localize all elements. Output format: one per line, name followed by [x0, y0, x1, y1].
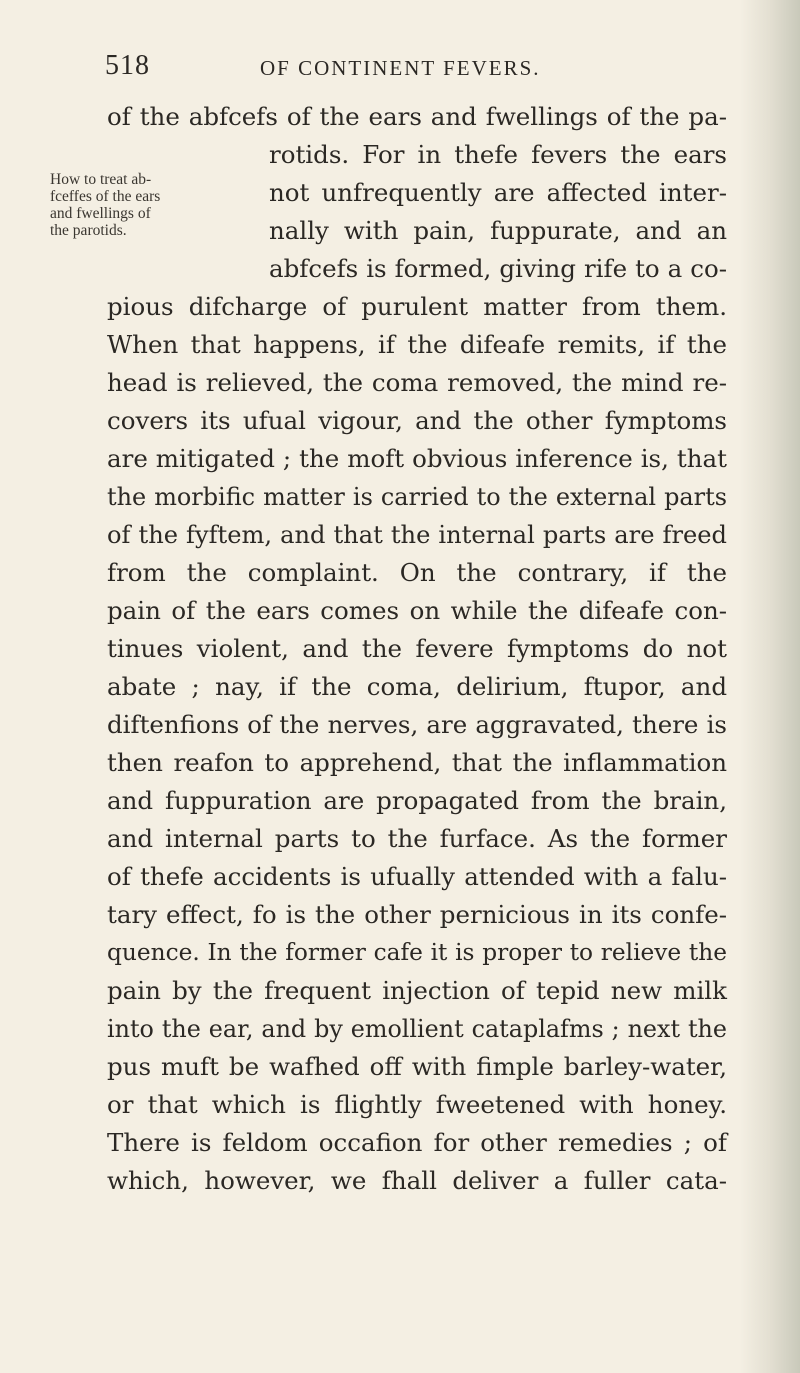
text-line: head is relieved, the coma removed, the mind re-: [107, 368, 727, 397]
text-line: of the abfcefs of the ears and fwellings of the pa-: [107, 102, 727, 131]
text-line: and internal parts to the furface. As the former: [107, 824, 727, 853]
body-text: [107, 98, 727, 1200]
text-line: not unfrequently are affected inter-: [269, 178, 727, 207]
page-number: 518: [105, 50, 150, 81]
text-line: the morbific matter is carried to the external parts: [107, 483, 727, 511]
text-line: rotids. For in thefe fevers the ears: [269, 140, 727, 169]
text-line: pain of the ears comes on while the difeafe con-: [107, 596, 727, 625]
text-line: or that which is flightly fweetened with honey.: [107, 1090, 727, 1119]
margin-note-line: and fwellings of: [50, 205, 151, 222]
text-line: abfcefs is formed, giving rife to a co-: [269, 254, 727, 283]
text-line: There is feldom occafion for other remedies ; of: [107, 1128, 727, 1157]
text-line: pus muft be wafhed off with fimple barley-water,: [107, 1052, 727, 1081]
text-line: then reafon to apprehend, that the inflammation: [107, 748, 727, 777]
text-line: of the fyftem, and that the internal parts are freed: [107, 521, 727, 549]
page-header: [105, 50, 725, 90]
text-line: quence. In the former cafe it is proper to relieve the: [107, 939, 727, 966]
margin-note-line: the parotids.: [50, 222, 127, 239]
text-line: pain by the frequent injection of tepid new milk: [107, 976, 727, 1005]
text-line: When that happens, if the difeafe remits, if the: [107, 330, 727, 359]
text-line: pious difcharge of purulent matter from them.: [107, 292, 727, 321]
text-line: covers its ufual vigour, and the other fymptoms: [107, 406, 727, 435]
margin-note-line: fceffes of the ears: [50, 188, 161, 205]
margin-note-line: How to treat ab-: [50, 171, 152, 188]
text-line: into the ear, and by emollient cataplafms ; next the: [107, 1015, 727, 1043]
text-line: abate ; nay, if the coma, delirium, ftupor, and: [107, 672, 727, 701]
text-line: from the complaint. On the contrary, if the: [107, 558, 727, 587]
text-line: nally with pain, fuppurate, and an: [269, 216, 727, 245]
text-line: which, however, we fhall deliver a fuller cata-: [107, 1166, 727, 1195]
text-line: and fuppuration are propagated from the brain,: [107, 786, 727, 815]
running-head: OF CONTINENT FEVERS.: [260, 56, 541, 80]
text-line: tary effect, fo is the other pernicious in its confe-: [107, 900, 727, 929]
text-line: tinues violent, and the fevere fymptoms do not: [107, 634, 727, 663]
text-line: are mitigated ; the moft obvious inference is, that: [107, 444, 727, 473]
text-line: diftenfions of the nerves, are aggravated, there is: [107, 710, 727, 739]
text-line: of thefe accidents is ufually attended with a falu-: [107, 862, 727, 891]
